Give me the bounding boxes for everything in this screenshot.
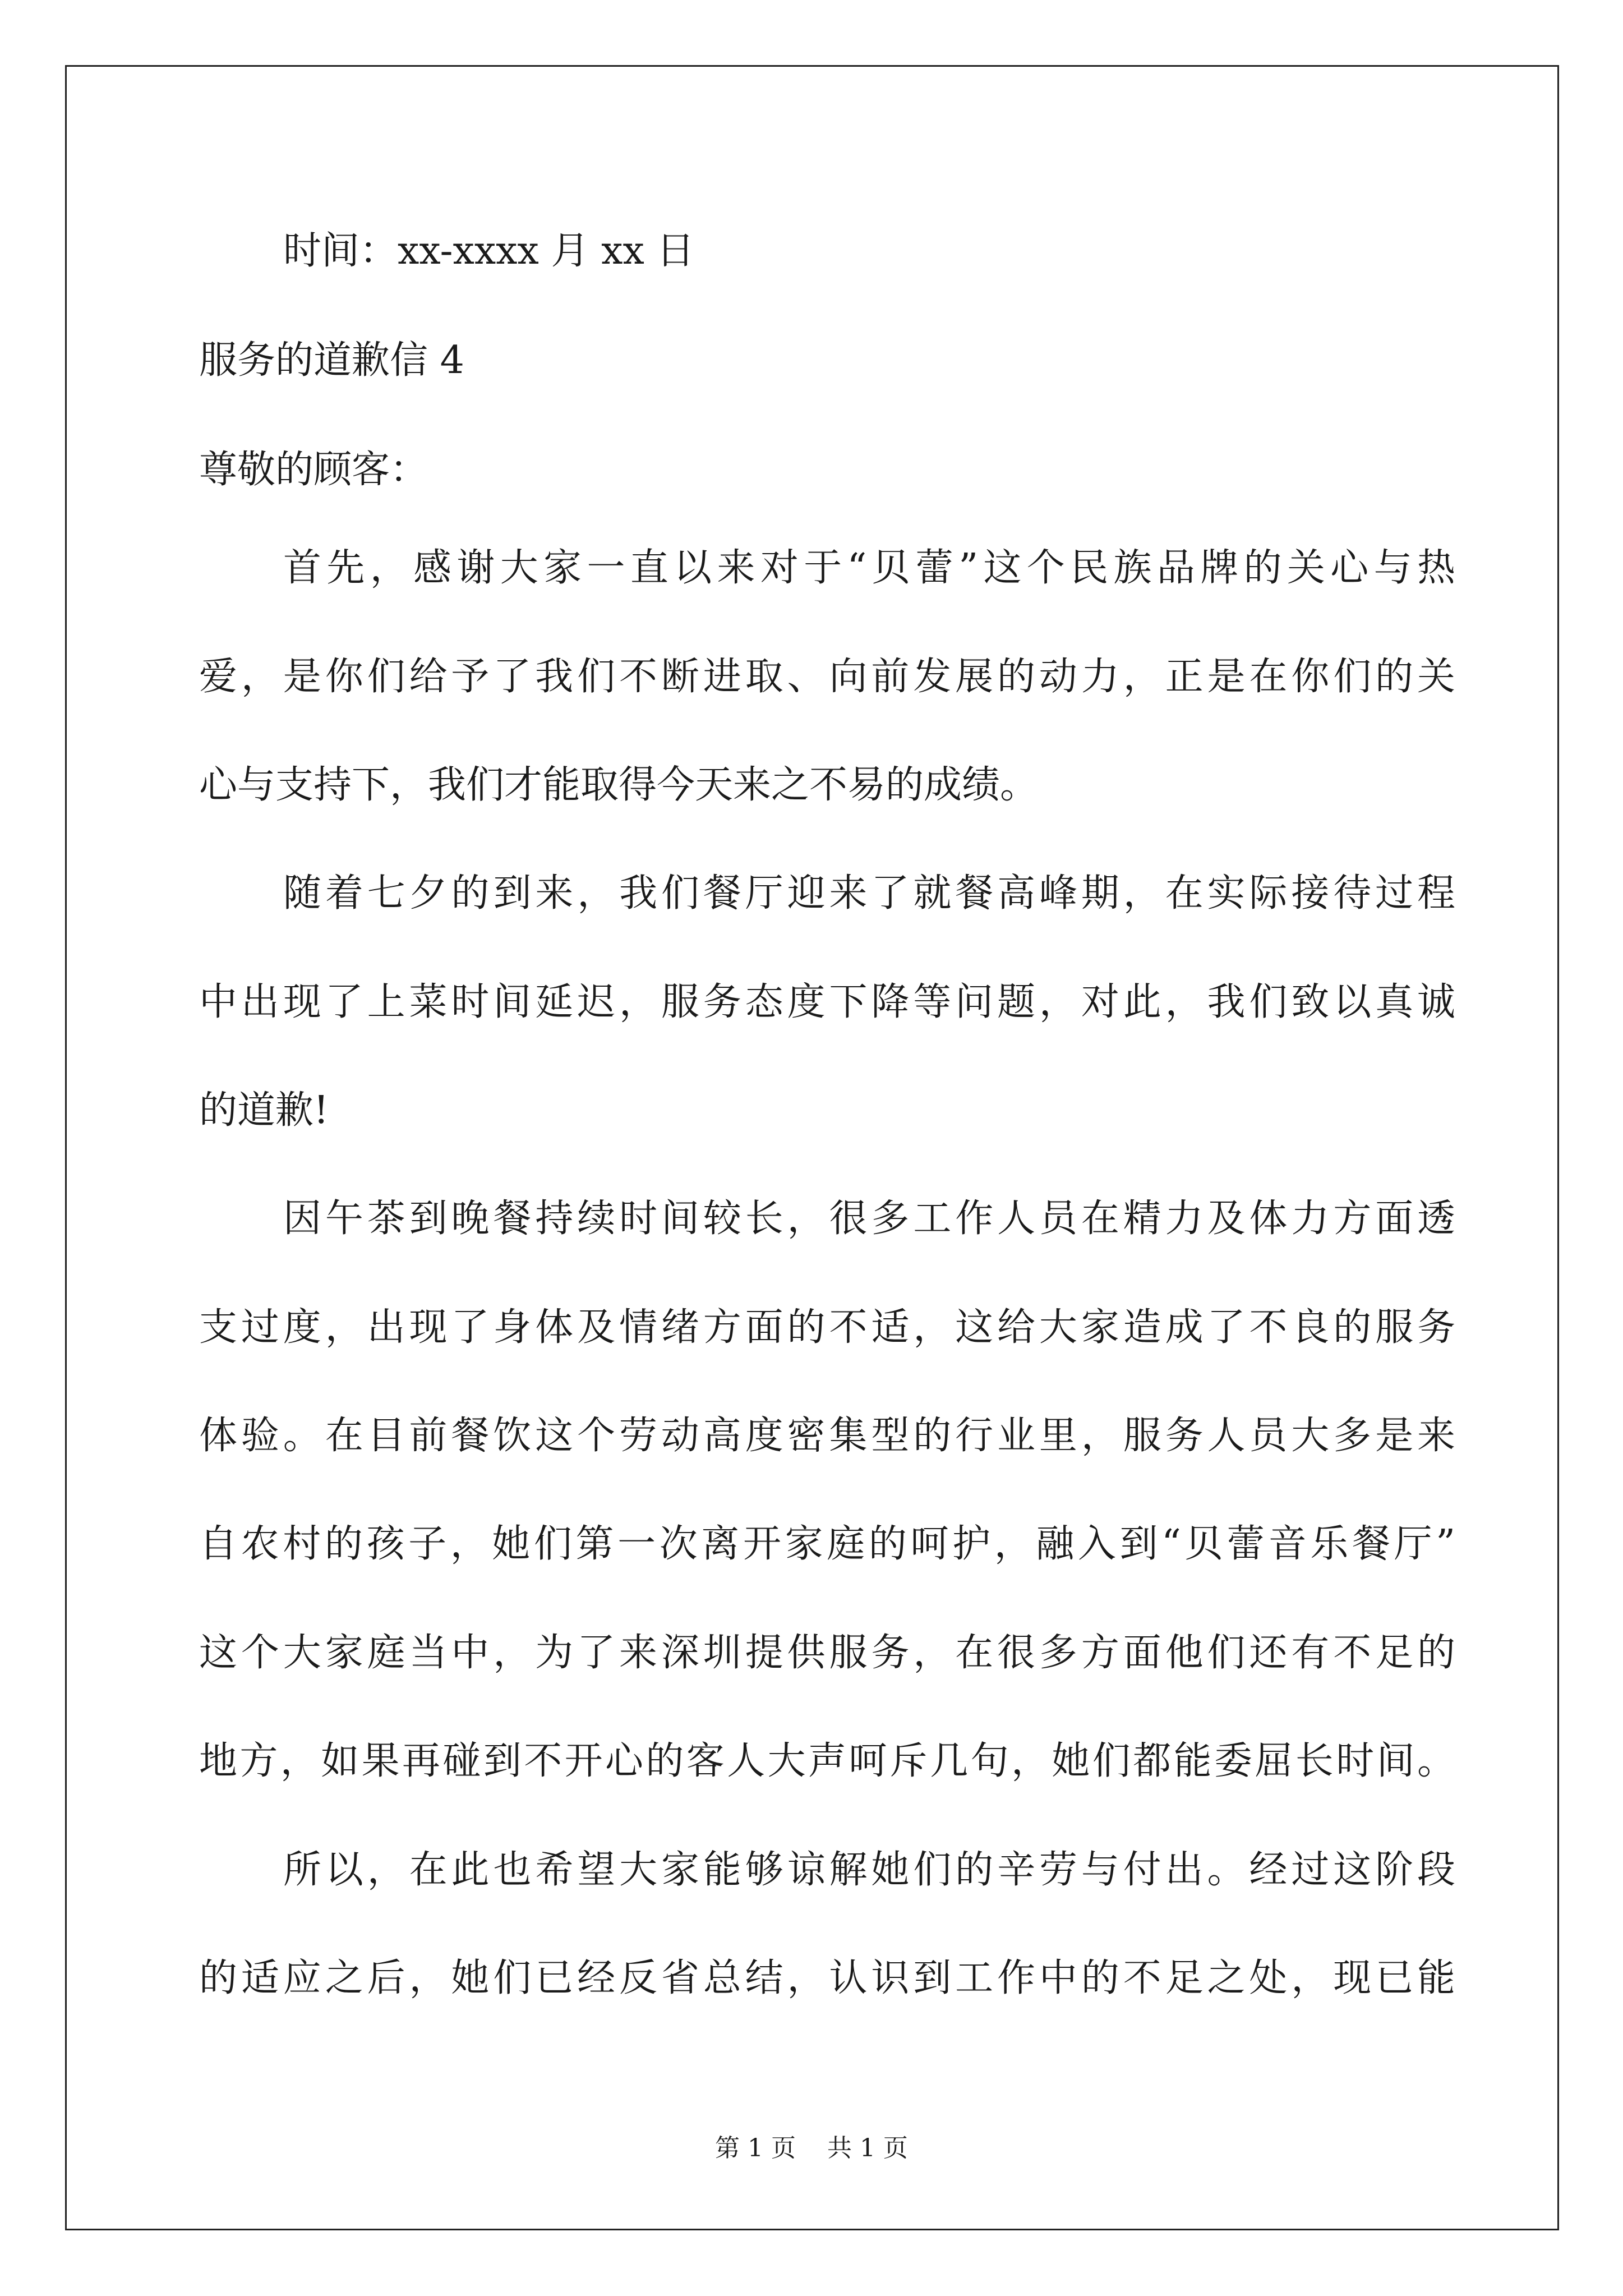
- paragraph-2-line-3: 的道歉!: [199, 1088, 329, 1133]
- paragraph-3-line-4: 自农村的孩子，她们第一次离开家庭的呵护，融入到“贝蕾音乐餐厅”: [199, 1522, 1455, 1566]
- salutation: 尊敬的顾客：: [199, 448, 428, 492]
- paragraph-3-line-3: 体验。在目前餐饮这个劳动高度密集型的行业里，服务人员大多是来: [199, 1414, 1455, 1458]
- paragraph-1-line-1: 首先，感谢大家一直以来对于“贝蕾”这个民族品牌的关心与热: [283, 546, 1455, 590]
- paragraph-1-line-2: 爱，是你们给予了我们不断进取、向前发展的动力，正是在你们的关: [199, 655, 1455, 699]
- paragraph-4-line-2: 的适应之后，她们已经反省总结，认识到工作中的不足之处，现已能: [199, 1956, 1455, 2000]
- date-line: 时间：xx-xxxx 月 xx 日: [283, 229, 695, 273]
- letter-title: 服务的道歉信 4: [199, 338, 464, 383]
- paragraph-2-line-2: 中出现了上菜时间延迟，服务态度下降等问题，对此，我们致以真诚: [199, 980, 1455, 1024]
- paragraph-1-line-3: 心与支持下，我们才能取得今天来之不易的成绩。: [199, 763, 1039, 807]
- paragraph-3-line-1: 因午茶到晚餐持续时间较长，很多工作人员在精力及体力方面透: [283, 1197, 1455, 1241]
- page-border: [65, 65, 1559, 2230]
- paragraph-3-line-2: 支过度，出现了身体及情绪方面的不适，这给大家造成了不良的服务: [199, 1305, 1455, 1350]
- paragraph-3-line-5: 这个大家庭当中，为了来深圳提供服务，在很多方面他们还有不足的: [199, 1631, 1455, 1675]
- paragraph-4-line-1: 所以，在此也希望大家能够谅解她们的辛劳与付出。经过这阶段: [283, 1848, 1455, 1892]
- paragraph-3-line-6: 地方，如果再碰到不开心的客人大声呵斥几句，她们都能委屈长时间。: [199, 1739, 1455, 1783]
- paragraph-2-line-1: 随着七夕的到来，我们餐厅迎来了就餐高峰期，在实际接待过程: [283, 871, 1455, 915]
- page-footer: 第 1 页 共 1 页: [715, 2134, 908, 2162]
